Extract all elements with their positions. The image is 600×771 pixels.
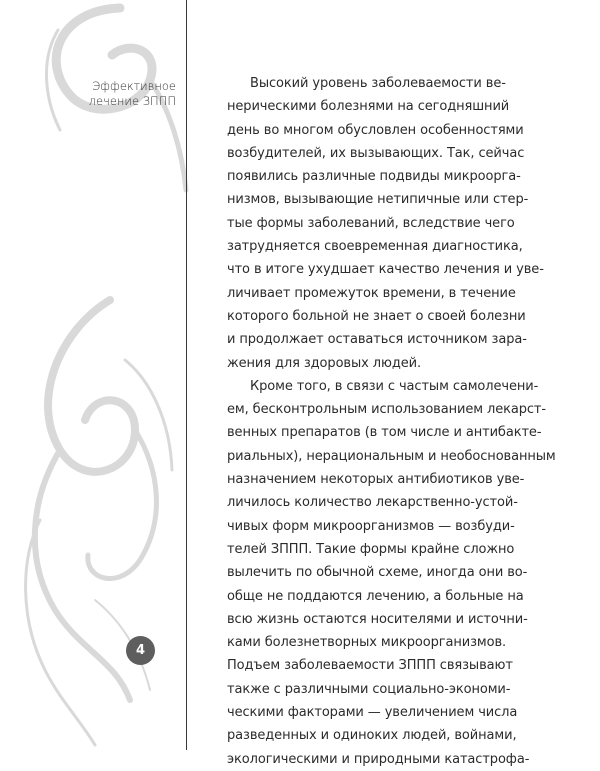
text-line: венных препаратов (в том числе и антибакте- [227, 425, 542, 441]
text-line: риальных), нерациональным и необоснованным [227, 448, 556, 464]
text-line: личивает промежуток времени, в течение [227, 285, 516, 301]
text-line: также с различными социально-экономи- [227, 681, 511, 697]
text-line: телей ЗППП. Такие формы крайне сложно [227, 541, 515, 557]
vertical-divider-line [186, 0, 187, 750]
text-line: низмов, вызывающие нетипичные или стер- [227, 192, 529, 208]
text-line: всю жизнь остаются носителями и источни- [227, 611, 528, 627]
text-line: Подъем заболеваемости ЗППП связывают [227, 658, 513, 674]
text-line: Высокий уровень заболеваемости ве- [250, 76, 506, 91]
body-text [204, 72, 556, 771]
text-line: экологическими и природными катастрофа- [227, 751, 530, 767]
page-number-badge: 4 [126, 636, 155, 665]
running-head-line-1: Эффективное [92, 79, 176, 93]
text-line: вылечить по обычной схеме, иногда они во- [227, 565, 528, 581]
text-line: личилось количество лекарственно-устой- [227, 495, 518, 511]
text-line: ем, бесконтрольным использованием лекарст- [227, 402, 546, 418]
running-head-line-2: лечение ЗППП [88, 94, 176, 108]
text-line: Кроме того, в связи с частым самолечени- [250, 378, 539, 394]
text-line: назначением некоторых антибиотиков уве- [227, 472, 525, 488]
text-line: чивых форм микроорганизмов — возбуди- [227, 518, 515, 534]
text-line: и продолжает оставаться источником зара- [227, 332, 527, 348]
paragraph-1 [204, 72, 544, 375]
text-line: ками болезнетворных микроорганизмов. [227, 635, 507, 651]
running-head [56, 79, 176, 109]
text-line: что в итоге ухудшает качество лечения и уве- [227, 262, 544, 278]
text-line: тые формы заболеваний, вследствие чего [227, 215, 515, 231]
text-line: день во многом обусловлен особенностями [227, 122, 524, 138]
text-line: обще не поддаются лечению, а больные на [227, 588, 524, 604]
text-line: которого больной не знает о своей болезни [227, 308, 526, 324]
text-line: разведенных и одиноких людей, войнами, [227, 728, 517, 744]
text-line: жения для здоровых людей. [227, 355, 421, 371]
paragraph-2 [204, 375, 556, 771]
text-line: нерическими болезнями на сегодняшний [227, 99, 510, 115]
text-line: возбудителей, их вызывающих. Так, сейчас [227, 145, 525, 161]
text-line: ческими факторами — увеличением числа [227, 705, 518, 721]
text-line: появились различные подвиды микроорга- [227, 169, 521, 185]
text-line: затрудняется своевременная диагностика, [227, 239, 523, 255]
decorative-flourish-ornament [0, 0, 190, 750]
